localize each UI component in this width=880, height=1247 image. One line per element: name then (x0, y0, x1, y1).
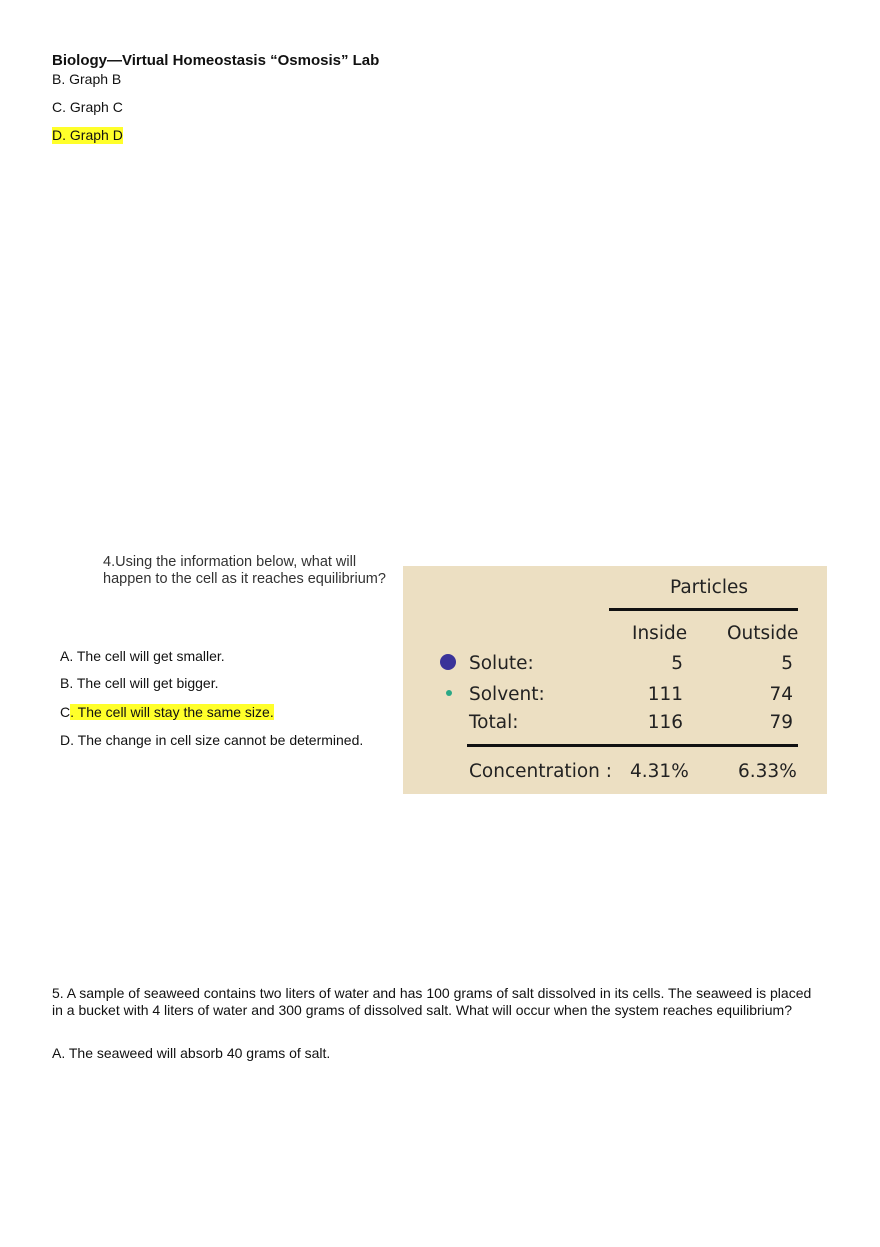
q4-option-c (60, 704, 274, 721)
concentration-label: Concentration : (469, 761, 612, 782)
q4-option-b: B. The cell will get bigger. (60, 675, 219, 691)
question-4-text: 4.Using the information below, what will happen to the cell as it reaches equilibrium? (103, 554, 386, 587)
solute-inside: 5 (671, 653, 683, 674)
concentration-inside: 4.31% (630, 761, 689, 782)
solvent-inside: 111 (647, 684, 683, 705)
q5-option-a: A. The seaweed will absorb 40 grams of salt. (52, 1045, 331, 1061)
q3-option-d-highlighted: D. Graph D (52, 127, 123, 143)
solute-outside: 5 (781, 653, 793, 674)
total-label: Total: (469, 712, 519, 733)
solvent-marker-icon (446, 690, 452, 696)
q4-option-c-prefix: C (60, 704, 71, 720)
solvent-outside: 74 (769, 684, 793, 705)
q3-option-c: C. Graph C (52, 99, 123, 115)
total-rule (467, 744, 798, 747)
column-outside: Outside (727, 623, 799, 644)
solvent-label: Solvent: (469, 684, 545, 705)
solute-label: Solute: (469, 653, 534, 674)
total-outside: 79 (769, 712, 793, 733)
particles-heading: Particles (670, 577, 748, 598)
q4-option-d: D. The change in cell size cannot be determined. (60, 732, 364, 748)
q3-option-b: B. Graph B (52, 71, 122, 87)
total-inside: 116 (647, 712, 683, 733)
concentration-outside: 6.33% (738, 761, 797, 782)
q4-option-c-highlighted: . The cell will stay the same size. (70, 704, 274, 720)
column-inside: Inside (632, 623, 688, 644)
heading-rule (609, 608, 798, 611)
page-title: Biology—Virtual Homeostasis “Osmosis” Lab (52, 52, 380, 69)
q4-option-a: A. The cell will get smaller. (60, 648, 225, 664)
question-5-text: 5. A sample of seaweed contains two liters of water and has 100 grams of salt dissolved in its cells. The seaweed is placed in a bucket with 4 liters of water and 300 grams of dissolved salt. What will occur when the system reaches equilibrium? (52, 985, 812, 1018)
solute-marker-icon (440, 654, 456, 670)
particles-table-image (403, 566, 827, 794)
